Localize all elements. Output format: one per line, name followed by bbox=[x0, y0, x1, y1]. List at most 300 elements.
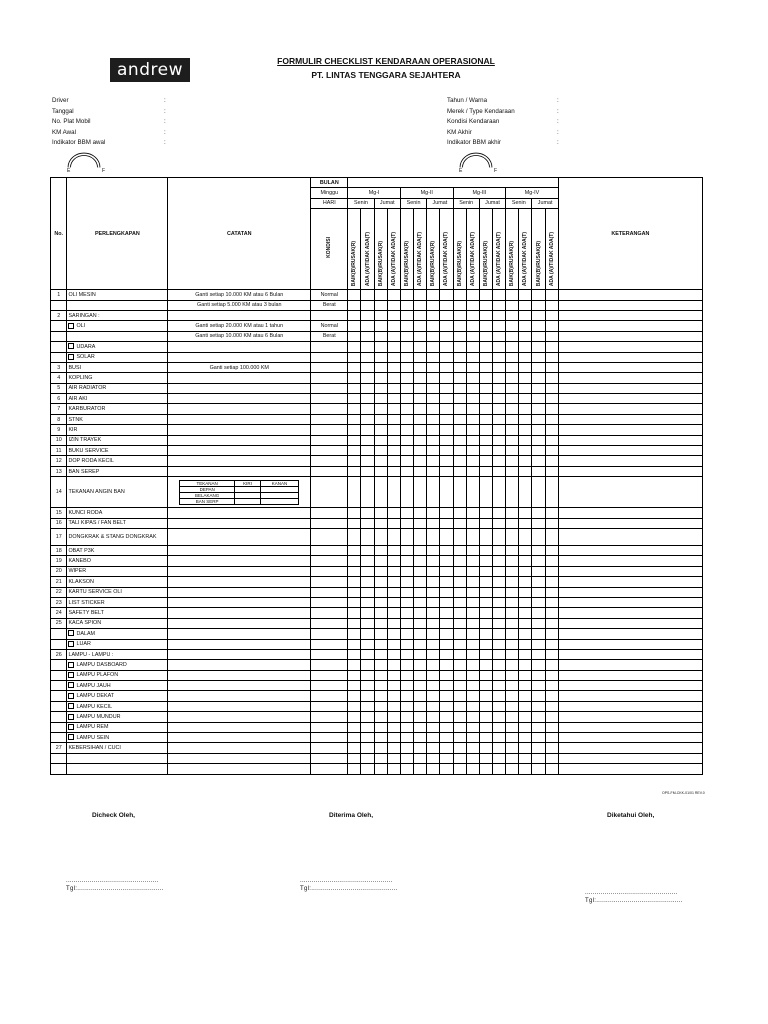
check-cell[interactable] bbox=[519, 518, 532, 528]
check-cell[interactable] bbox=[479, 414, 492, 424]
row-keterangan[interactable] bbox=[558, 753, 702, 763]
check-cell[interactable] bbox=[519, 701, 532, 711]
row-keterangan[interactable] bbox=[558, 618, 702, 628]
row-keterangan[interactable] bbox=[558, 670, 702, 680]
check-cell[interactable] bbox=[545, 342, 558, 352]
check-cell[interactable] bbox=[361, 629, 374, 639]
check-cell[interactable] bbox=[374, 477, 387, 508]
check-cell[interactable] bbox=[348, 649, 361, 659]
check-cell[interactable] bbox=[440, 466, 453, 476]
check-cell[interactable] bbox=[479, 743, 492, 753]
check-cell[interactable] bbox=[414, 383, 427, 393]
check-cell[interactable] bbox=[427, 660, 440, 670]
check-cell[interactable] bbox=[532, 508, 545, 518]
check-cell[interactable] bbox=[506, 290, 519, 300]
check-cell[interactable] bbox=[440, 300, 453, 310]
check-cell[interactable] bbox=[532, 639, 545, 649]
check-cell[interactable] bbox=[479, 545, 492, 555]
check-cell[interactable] bbox=[545, 404, 558, 414]
check-cell[interactable] bbox=[519, 618, 532, 628]
check-cell[interactable] bbox=[348, 310, 361, 320]
check-cell[interactable] bbox=[532, 477, 545, 508]
check-cell[interactable] bbox=[466, 566, 479, 576]
check-cell[interactable] bbox=[466, 722, 479, 732]
check-cell[interactable] bbox=[427, 362, 440, 372]
check-cell[interactable] bbox=[466, 477, 479, 508]
check-cell[interactable] bbox=[427, 566, 440, 576]
check-cell[interactable] bbox=[506, 629, 519, 639]
check-cell[interactable] bbox=[387, 425, 400, 435]
check-cell[interactable] bbox=[400, 352, 413, 362]
check-cell[interactable] bbox=[506, 508, 519, 518]
check-cell[interactable] bbox=[440, 670, 453, 680]
check-cell[interactable] bbox=[361, 733, 374, 743]
check-cell[interactable] bbox=[453, 597, 466, 607]
check-cell[interactable] bbox=[387, 508, 400, 518]
check-cell[interactable] bbox=[453, 577, 466, 587]
check-cell[interactable] bbox=[348, 425, 361, 435]
check-cell[interactable] bbox=[466, 587, 479, 597]
check-cell[interactable] bbox=[532, 618, 545, 628]
check-cell[interactable] bbox=[545, 508, 558, 518]
check-cell[interactable] bbox=[427, 477, 440, 508]
check-cell[interactable] bbox=[361, 310, 374, 320]
check-cell[interactable] bbox=[400, 556, 413, 566]
check-cell[interactable] bbox=[545, 425, 558, 435]
check-cell[interactable] bbox=[348, 373, 361, 383]
check-cell[interactable] bbox=[427, 466, 440, 476]
check-cell[interactable] bbox=[479, 629, 492, 639]
check-cell[interactable] bbox=[387, 414, 400, 424]
check-cell[interactable] bbox=[545, 660, 558, 670]
check-cell[interactable] bbox=[427, 290, 440, 300]
check-cell[interactable] bbox=[387, 518, 400, 528]
check-cell[interactable] bbox=[427, 733, 440, 743]
check-cell[interactable] bbox=[466, 456, 479, 466]
check-cell[interactable] bbox=[361, 660, 374, 670]
check-cell[interactable] bbox=[387, 362, 400, 372]
check-cell[interactable] bbox=[545, 712, 558, 722]
row-keterangan[interactable] bbox=[558, 764, 702, 774]
check-cell[interactable] bbox=[545, 764, 558, 774]
check-cell[interactable] bbox=[479, 608, 492, 618]
check-cell[interactable] bbox=[427, 414, 440, 424]
check-cell[interactable] bbox=[479, 321, 492, 331]
check-cell[interactable] bbox=[493, 691, 506, 701]
check-cell[interactable] bbox=[400, 566, 413, 576]
check-cell[interactable] bbox=[414, 310, 427, 320]
check-cell[interactable] bbox=[400, 456, 413, 466]
check-cell[interactable] bbox=[466, 712, 479, 722]
check-cell[interactable] bbox=[493, 518, 506, 528]
check-cell[interactable] bbox=[361, 425, 374, 435]
check-cell[interactable] bbox=[440, 290, 453, 300]
check-cell[interactable] bbox=[400, 331, 413, 341]
check-cell[interactable] bbox=[532, 528, 545, 545]
check-cell[interactable] bbox=[387, 587, 400, 597]
check-cell[interactable] bbox=[506, 587, 519, 597]
check-cell[interactable] bbox=[466, 435, 479, 445]
check-cell[interactable] bbox=[440, 342, 453, 352]
check-cell[interactable] bbox=[387, 722, 400, 732]
check-cell[interactable] bbox=[374, 373, 387, 383]
row-keterangan[interactable] bbox=[558, 712, 702, 722]
check-cell[interactable] bbox=[493, 414, 506, 424]
check-cell[interactable] bbox=[479, 310, 492, 320]
check-cell[interactable] bbox=[427, 435, 440, 445]
check-cell[interactable] bbox=[466, 290, 479, 300]
check-cell[interactable] bbox=[440, 649, 453, 659]
check-cell[interactable] bbox=[414, 394, 427, 404]
check-cell[interactable] bbox=[453, 608, 466, 618]
check-cell[interactable] bbox=[361, 681, 374, 691]
check-cell[interactable] bbox=[348, 577, 361, 587]
check-cell[interactable] bbox=[479, 660, 492, 670]
check-cell[interactable] bbox=[466, 331, 479, 341]
check-cell[interactable] bbox=[387, 331, 400, 341]
check-cell[interactable] bbox=[414, 425, 427, 435]
check-cell[interactable] bbox=[440, 629, 453, 639]
check-cell[interactable] bbox=[374, 681, 387, 691]
check-cell[interactable] bbox=[361, 753, 374, 763]
row-keterangan[interactable] bbox=[558, 566, 702, 576]
check-cell[interactable] bbox=[414, 577, 427, 587]
check-cell[interactable] bbox=[427, 456, 440, 466]
check-cell[interactable] bbox=[466, 701, 479, 711]
check-cell[interactable] bbox=[453, 701, 466, 711]
check-cell[interactable] bbox=[545, 670, 558, 680]
check-cell[interactable] bbox=[348, 618, 361, 628]
check-cell[interactable] bbox=[387, 290, 400, 300]
check-cell[interactable] bbox=[361, 300, 374, 310]
check-cell[interactable] bbox=[493, 701, 506, 711]
check-cell[interactable] bbox=[427, 425, 440, 435]
row-keterangan[interactable] bbox=[558, 639, 702, 649]
check-cell[interactable] bbox=[519, 556, 532, 566]
check-cell[interactable] bbox=[479, 722, 492, 732]
check-cell[interactable] bbox=[400, 753, 413, 763]
check-cell[interactable] bbox=[466, 518, 479, 528]
check-cell[interactable] bbox=[440, 660, 453, 670]
check-cell[interactable] bbox=[506, 649, 519, 659]
check-cell[interactable] bbox=[374, 435, 387, 445]
check-cell[interactable] bbox=[427, 556, 440, 566]
check-cell[interactable] bbox=[453, 629, 466, 639]
check-cell[interactable] bbox=[414, 556, 427, 566]
check-cell[interactable] bbox=[361, 691, 374, 701]
check-cell[interactable] bbox=[545, 556, 558, 566]
check-cell[interactable] bbox=[532, 342, 545, 352]
check-cell[interactable] bbox=[493, 681, 506, 691]
check-cell[interactable] bbox=[387, 435, 400, 445]
check-cell[interactable] bbox=[361, 712, 374, 722]
check-cell[interactable] bbox=[466, 425, 479, 435]
check-cell[interactable] bbox=[348, 394, 361, 404]
check-cell[interactable] bbox=[479, 639, 492, 649]
check-cell[interactable] bbox=[519, 404, 532, 414]
check-cell[interactable] bbox=[387, 753, 400, 763]
check-cell[interactable] bbox=[545, 618, 558, 628]
check-cell[interactable] bbox=[414, 404, 427, 414]
row-keterangan[interactable] bbox=[558, 587, 702, 597]
check-cell[interactable] bbox=[440, 477, 453, 508]
check-cell[interactable] bbox=[493, 425, 506, 435]
check-cell[interactable] bbox=[361, 331, 374, 341]
row-keterangan[interactable] bbox=[558, 608, 702, 618]
check-cell[interactable] bbox=[361, 608, 374, 618]
check-cell[interactable] bbox=[440, 404, 453, 414]
check-cell[interactable] bbox=[466, 733, 479, 743]
check-cell[interactable] bbox=[493, 764, 506, 774]
check-cell[interactable] bbox=[387, 466, 400, 476]
check-cell[interactable] bbox=[374, 466, 387, 476]
check-cell[interactable] bbox=[493, 587, 506, 597]
check-cell[interactable] bbox=[427, 618, 440, 628]
check-cell[interactable] bbox=[466, 545, 479, 555]
check-cell[interactable] bbox=[453, 670, 466, 680]
check-cell[interactable] bbox=[400, 300, 413, 310]
check-cell[interactable] bbox=[387, 618, 400, 628]
check-cell[interactable] bbox=[361, 456, 374, 466]
check-cell[interactable] bbox=[400, 691, 413, 701]
check-cell[interactable] bbox=[532, 629, 545, 639]
check-cell[interactable] bbox=[506, 743, 519, 753]
check-cell[interactable] bbox=[361, 508, 374, 518]
check-cell[interactable] bbox=[348, 466, 361, 476]
check-cell[interactable] bbox=[479, 342, 492, 352]
check-cell[interactable] bbox=[387, 670, 400, 680]
check-cell[interactable] bbox=[361, 670, 374, 680]
check-cell[interactable] bbox=[453, 639, 466, 649]
check-cell[interactable] bbox=[361, 404, 374, 414]
check-cell[interactable] bbox=[374, 290, 387, 300]
check-cell[interactable] bbox=[427, 701, 440, 711]
check-cell[interactable] bbox=[400, 446, 413, 456]
check-cell[interactable] bbox=[532, 456, 545, 466]
check-cell[interactable] bbox=[440, 691, 453, 701]
check-cell[interactable] bbox=[427, 394, 440, 404]
check-cell[interactable] bbox=[453, 518, 466, 528]
check-cell[interactable] bbox=[414, 518, 427, 528]
row-keterangan[interactable] bbox=[558, 722, 702, 732]
check-cell[interactable] bbox=[361, 528, 374, 545]
check-cell[interactable] bbox=[506, 722, 519, 732]
check-cell[interactable] bbox=[348, 753, 361, 763]
check-cell[interactable] bbox=[361, 577, 374, 587]
check-cell[interactable] bbox=[479, 477, 492, 508]
check-cell[interactable] bbox=[348, 331, 361, 341]
check-cell[interactable] bbox=[361, 566, 374, 576]
check-cell[interactable] bbox=[453, 331, 466, 341]
check-cell[interactable] bbox=[519, 681, 532, 691]
check-cell[interactable] bbox=[440, 753, 453, 763]
check-cell[interactable] bbox=[348, 518, 361, 528]
check-cell[interactable] bbox=[532, 556, 545, 566]
check-cell[interactable] bbox=[427, 508, 440, 518]
check-cell[interactable] bbox=[545, 352, 558, 362]
check-cell[interactable] bbox=[506, 681, 519, 691]
check-cell[interactable] bbox=[400, 597, 413, 607]
check-cell[interactable] bbox=[440, 722, 453, 732]
check-cell[interactable] bbox=[493, 310, 506, 320]
check-cell[interactable] bbox=[532, 466, 545, 476]
check-cell[interactable] bbox=[414, 456, 427, 466]
check-cell[interactable] bbox=[374, 310, 387, 320]
check-cell[interactable] bbox=[519, 331, 532, 341]
check-cell[interactable] bbox=[466, 446, 479, 456]
check-cell[interactable] bbox=[427, 373, 440, 383]
check-cell[interactable] bbox=[374, 300, 387, 310]
row-keterangan[interactable] bbox=[558, 414, 702, 424]
check-cell[interactable] bbox=[374, 670, 387, 680]
check-cell[interactable] bbox=[453, 352, 466, 362]
check-cell[interactable] bbox=[466, 394, 479, 404]
check-cell[interactable] bbox=[374, 701, 387, 711]
check-cell[interactable] bbox=[400, 660, 413, 670]
check-cell[interactable] bbox=[440, 456, 453, 466]
check-cell[interactable] bbox=[348, 722, 361, 732]
check-cell[interactable] bbox=[545, 321, 558, 331]
row-keterangan[interactable] bbox=[558, 446, 702, 456]
check-cell[interactable] bbox=[532, 331, 545, 341]
check-cell[interactable] bbox=[414, 712, 427, 722]
check-cell[interactable] bbox=[427, 597, 440, 607]
check-cell[interactable] bbox=[453, 446, 466, 456]
row-keterangan[interactable] bbox=[558, 733, 702, 743]
check-cell[interactable] bbox=[400, 639, 413, 649]
check-cell[interactable] bbox=[400, 435, 413, 445]
check-cell[interactable] bbox=[479, 404, 492, 414]
check-cell[interactable] bbox=[400, 362, 413, 372]
check-cell[interactable] bbox=[400, 404, 413, 414]
check-cell[interactable] bbox=[387, 352, 400, 362]
check-cell[interactable] bbox=[466, 352, 479, 362]
check-cell[interactable] bbox=[532, 383, 545, 393]
check-cell[interactable] bbox=[479, 733, 492, 743]
row-keterangan[interactable] bbox=[558, 331, 702, 341]
check-cell[interactable] bbox=[493, 383, 506, 393]
check-cell[interactable] bbox=[374, 597, 387, 607]
check-cell[interactable] bbox=[479, 712, 492, 722]
check-cell[interactable] bbox=[506, 300, 519, 310]
check-cell[interactable] bbox=[348, 681, 361, 691]
check-cell[interactable] bbox=[506, 608, 519, 618]
check-cell[interactable] bbox=[519, 477, 532, 508]
check-cell[interactable] bbox=[374, 691, 387, 701]
check-cell[interactable] bbox=[374, 608, 387, 618]
row-keterangan[interactable] bbox=[558, 310, 702, 320]
check-cell[interactable] bbox=[545, 701, 558, 711]
check-cell[interactable] bbox=[545, 639, 558, 649]
check-cell[interactable] bbox=[466, 373, 479, 383]
check-cell[interactable] bbox=[519, 753, 532, 763]
check-cell[interactable] bbox=[348, 435, 361, 445]
check-cell[interactable] bbox=[400, 508, 413, 518]
check-cell[interactable] bbox=[532, 701, 545, 711]
check-cell[interactable] bbox=[387, 649, 400, 659]
check-cell[interactable] bbox=[414, 545, 427, 555]
check-cell[interactable] bbox=[519, 587, 532, 597]
check-cell[interactable] bbox=[532, 300, 545, 310]
check-cell[interactable] bbox=[440, 528, 453, 545]
check-cell[interactable] bbox=[493, 649, 506, 659]
check-cell[interactable] bbox=[374, 649, 387, 659]
check-cell[interactable] bbox=[493, 545, 506, 555]
check-cell[interactable] bbox=[427, 404, 440, 414]
check-cell[interactable] bbox=[453, 373, 466, 383]
check-cell[interactable] bbox=[466, 618, 479, 628]
check-cell[interactable] bbox=[440, 518, 453, 528]
check-cell[interactable] bbox=[387, 383, 400, 393]
check-cell[interactable] bbox=[493, 362, 506, 372]
check-cell[interactable] bbox=[348, 587, 361, 597]
check-cell[interactable] bbox=[400, 528, 413, 545]
check-cell[interactable] bbox=[545, 383, 558, 393]
check-cell[interactable] bbox=[532, 597, 545, 607]
check-cell[interactable] bbox=[361, 639, 374, 649]
check-cell[interactable] bbox=[453, 566, 466, 576]
check-cell[interactable] bbox=[519, 362, 532, 372]
check-cell[interactable] bbox=[479, 446, 492, 456]
check-cell[interactable] bbox=[453, 508, 466, 518]
check-cell[interactable] bbox=[400, 722, 413, 732]
check-cell[interactable] bbox=[466, 597, 479, 607]
check-cell[interactable] bbox=[519, 383, 532, 393]
check-cell[interactable] bbox=[400, 743, 413, 753]
check-cell[interactable] bbox=[440, 383, 453, 393]
check-cell[interactable] bbox=[440, 587, 453, 597]
check-cell[interactable] bbox=[348, 691, 361, 701]
check-cell[interactable] bbox=[427, 321, 440, 331]
check-cell[interactable] bbox=[427, 383, 440, 393]
check-cell[interactable] bbox=[440, 310, 453, 320]
check-cell[interactable] bbox=[387, 404, 400, 414]
check-cell[interactable] bbox=[519, 764, 532, 774]
check-cell[interactable] bbox=[479, 670, 492, 680]
check-cell[interactable] bbox=[414, 733, 427, 743]
check-cell[interactable] bbox=[348, 733, 361, 743]
check-cell[interactable] bbox=[493, 733, 506, 743]
check-cell[interactable] bbox=[545, 743, 558, 753]
check-cell[interactable] bbox=[440, 733, 453, 743]
check-cell[interactable] bbox=[532, 373, 545, 383]
check-cell[interactable] bbox=[440, 508, 453, 518]
check-cell[interactable] bbox=[400, 681, 413, 691]
check-cell[interactable] bbox=[440, 712, 453, 722]
check-cell[interactable] bbox=[374, 321, 387, 331]
check-cell[interactable] bbox=[519, 528, 532, 545]
check-cell[interactable] bbox=[387, 608, 400, 618]
check-cell[interactable] bbox=[519, 435, 532, 445]
check-cell[interactable] bbox=[466, 764, 479, 774]
row-keterangan[interactable] bbox=[558, 373, 702, 383]
check-cell[interactable] bbox=[453, 722, 466, 732]
check-cell[interactable] bbox=[545, 331, 558, 341]
check-cell[interactable] bbox=[348, 352, 361, 362]
check-cell[interactable] bbox=[519, 352, 532, 362]
check-cell[interactable] bbox=[440, 331, 453, 341]
check-cell[interactable] bbox=[493, 342, 506, 352]
check-cell[interactable] bbox=[427, 649, 440, 659]
check-cell[interactable] bbox=[545, 394, 558, 404]
check-cell[interactable] bbox=[400, 701, 413, 711]
row-keterangan[interactable] bbox=[558, 466, 702, 476]
check-cell[interactable] bbox=[387, 373, 400, 383]
check-cell[interactable] bbox=[348, 456, 361, 466]
check-cell[interactable] bbox=[493, 373, 506, 383]
check-cell[interactable] bbox=[453, 691, 466, 701]
check-cell[interactable] bbox=[453, 477, 466, 508]
